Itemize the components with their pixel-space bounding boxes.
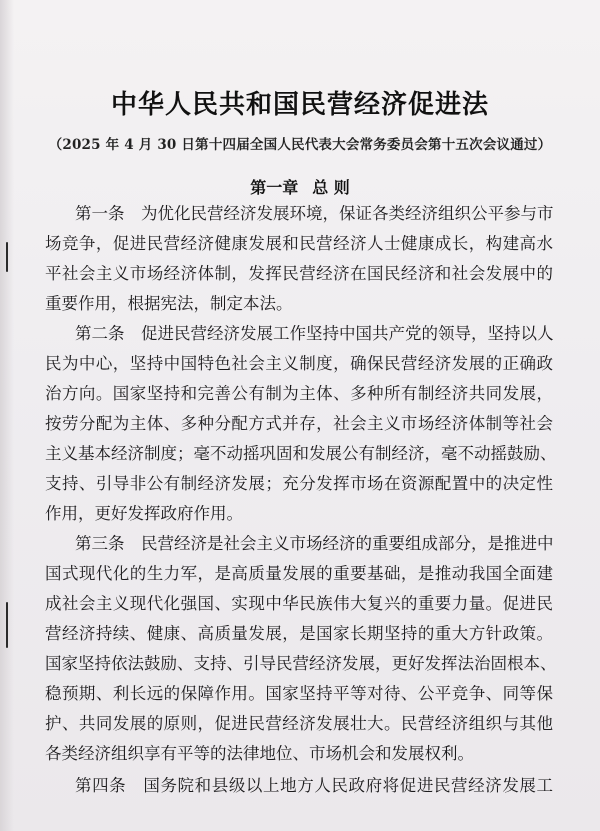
text-line: 护、共同发展的原则，促进民营经济发展壮大。民营经济组织与其他 — [45, 714, 553, 733]
text-line: 第三条 民营经济是社会主义市场经济的重要组成部分，是推进中 — [75, 534, 554, 553]
text-line: 作用，更好发挥政府作用。 — [45, 504, 243, 523]
text-line: 按劳分配为主体、多种分配方式并存，社会主义市场经济体制等社会 — [45, 414, 553, 433]
text-line: 稳预期、利长远的保障作用。国家坚持平等对待、公平竞争、同等保 — [45, 684, 553, 703]
text-line: 各类经济组织享有平等的法律地位、市场机会和发展权利。 — [45, 744, 474, 763]
chapter-name: 总 则 — [312, 178, 350, 197]
text-line: 民为中心，坚持中国特色社会主义制度，确保民营经济发展的正确政 — [45, 354, 553, 373]
text-line: 支持、引导非公有制经济发展；充分发挥市场在资源配置中的决定性 — [45, 474, 553, 493]
text-line: 第一条 为优化民营经济发展环境，保证各类经济组织公平参与市 — [75, 204, 554, 223]
text-line: 场竞争，促进民营经济健康发展和民营经济人士健康成长，构建高水 — [45, 234, 553, 253]
document-title: 中华人民共和国民营经济促进法 — [110, 90, 489, 120]
text-line: 重要作用，根据宪法，制定本法。 — [45, 294, 293, 313]
text-line: 国式现代化的生力军，是高质量发展的重要基础，是推动我国全面建 — [45, 564, 553, 583]
text-line: 第二条 促进民营经济发展工作坚持中国共产党的领导，坚持以人 — [75, 324, 554, 343]
text-line: 治方向。国家坚持和完善公有制为主体、多种所有制经济共同发展， — [45, 384, 553, 403]
document-subtitle: （2025 年 4 月 30 日第十四届全国人民代表大会常务委员会第十五次会议通过） — [48, 137, 552, 153]
text-line: 国家坚持依法鼓励、支持、引导民营经济发展，更好发挥法治固根本、 — [45, 654, 557, 673]
chapter-number: 第一章 — [250, 178, 299, 197]
text-line: 营经济持续、健康、高质量发展，是国家长期坚持的重大方针政策。 — [45, 624, 553, 643]
text-line: 平社会主义市场经济体制，发挥民营经济在国民经济和社会发展中的 — [45, 264, 553, 283]
text-line: 成社会主义现代化强国、实现中华民族伟大复兴的重要力量。促进民 — [45, 594, 553, 613]
text-line: 第四条 国务院和县级以上地方人民政府将促进民营经济发展工 — [75, 776, 553, 795]
text-line: 主义基本经济制度；毫不动摇巩固和发展公有制经济，毫不动摇鼓励、 — [45, 444, 557, 463]
